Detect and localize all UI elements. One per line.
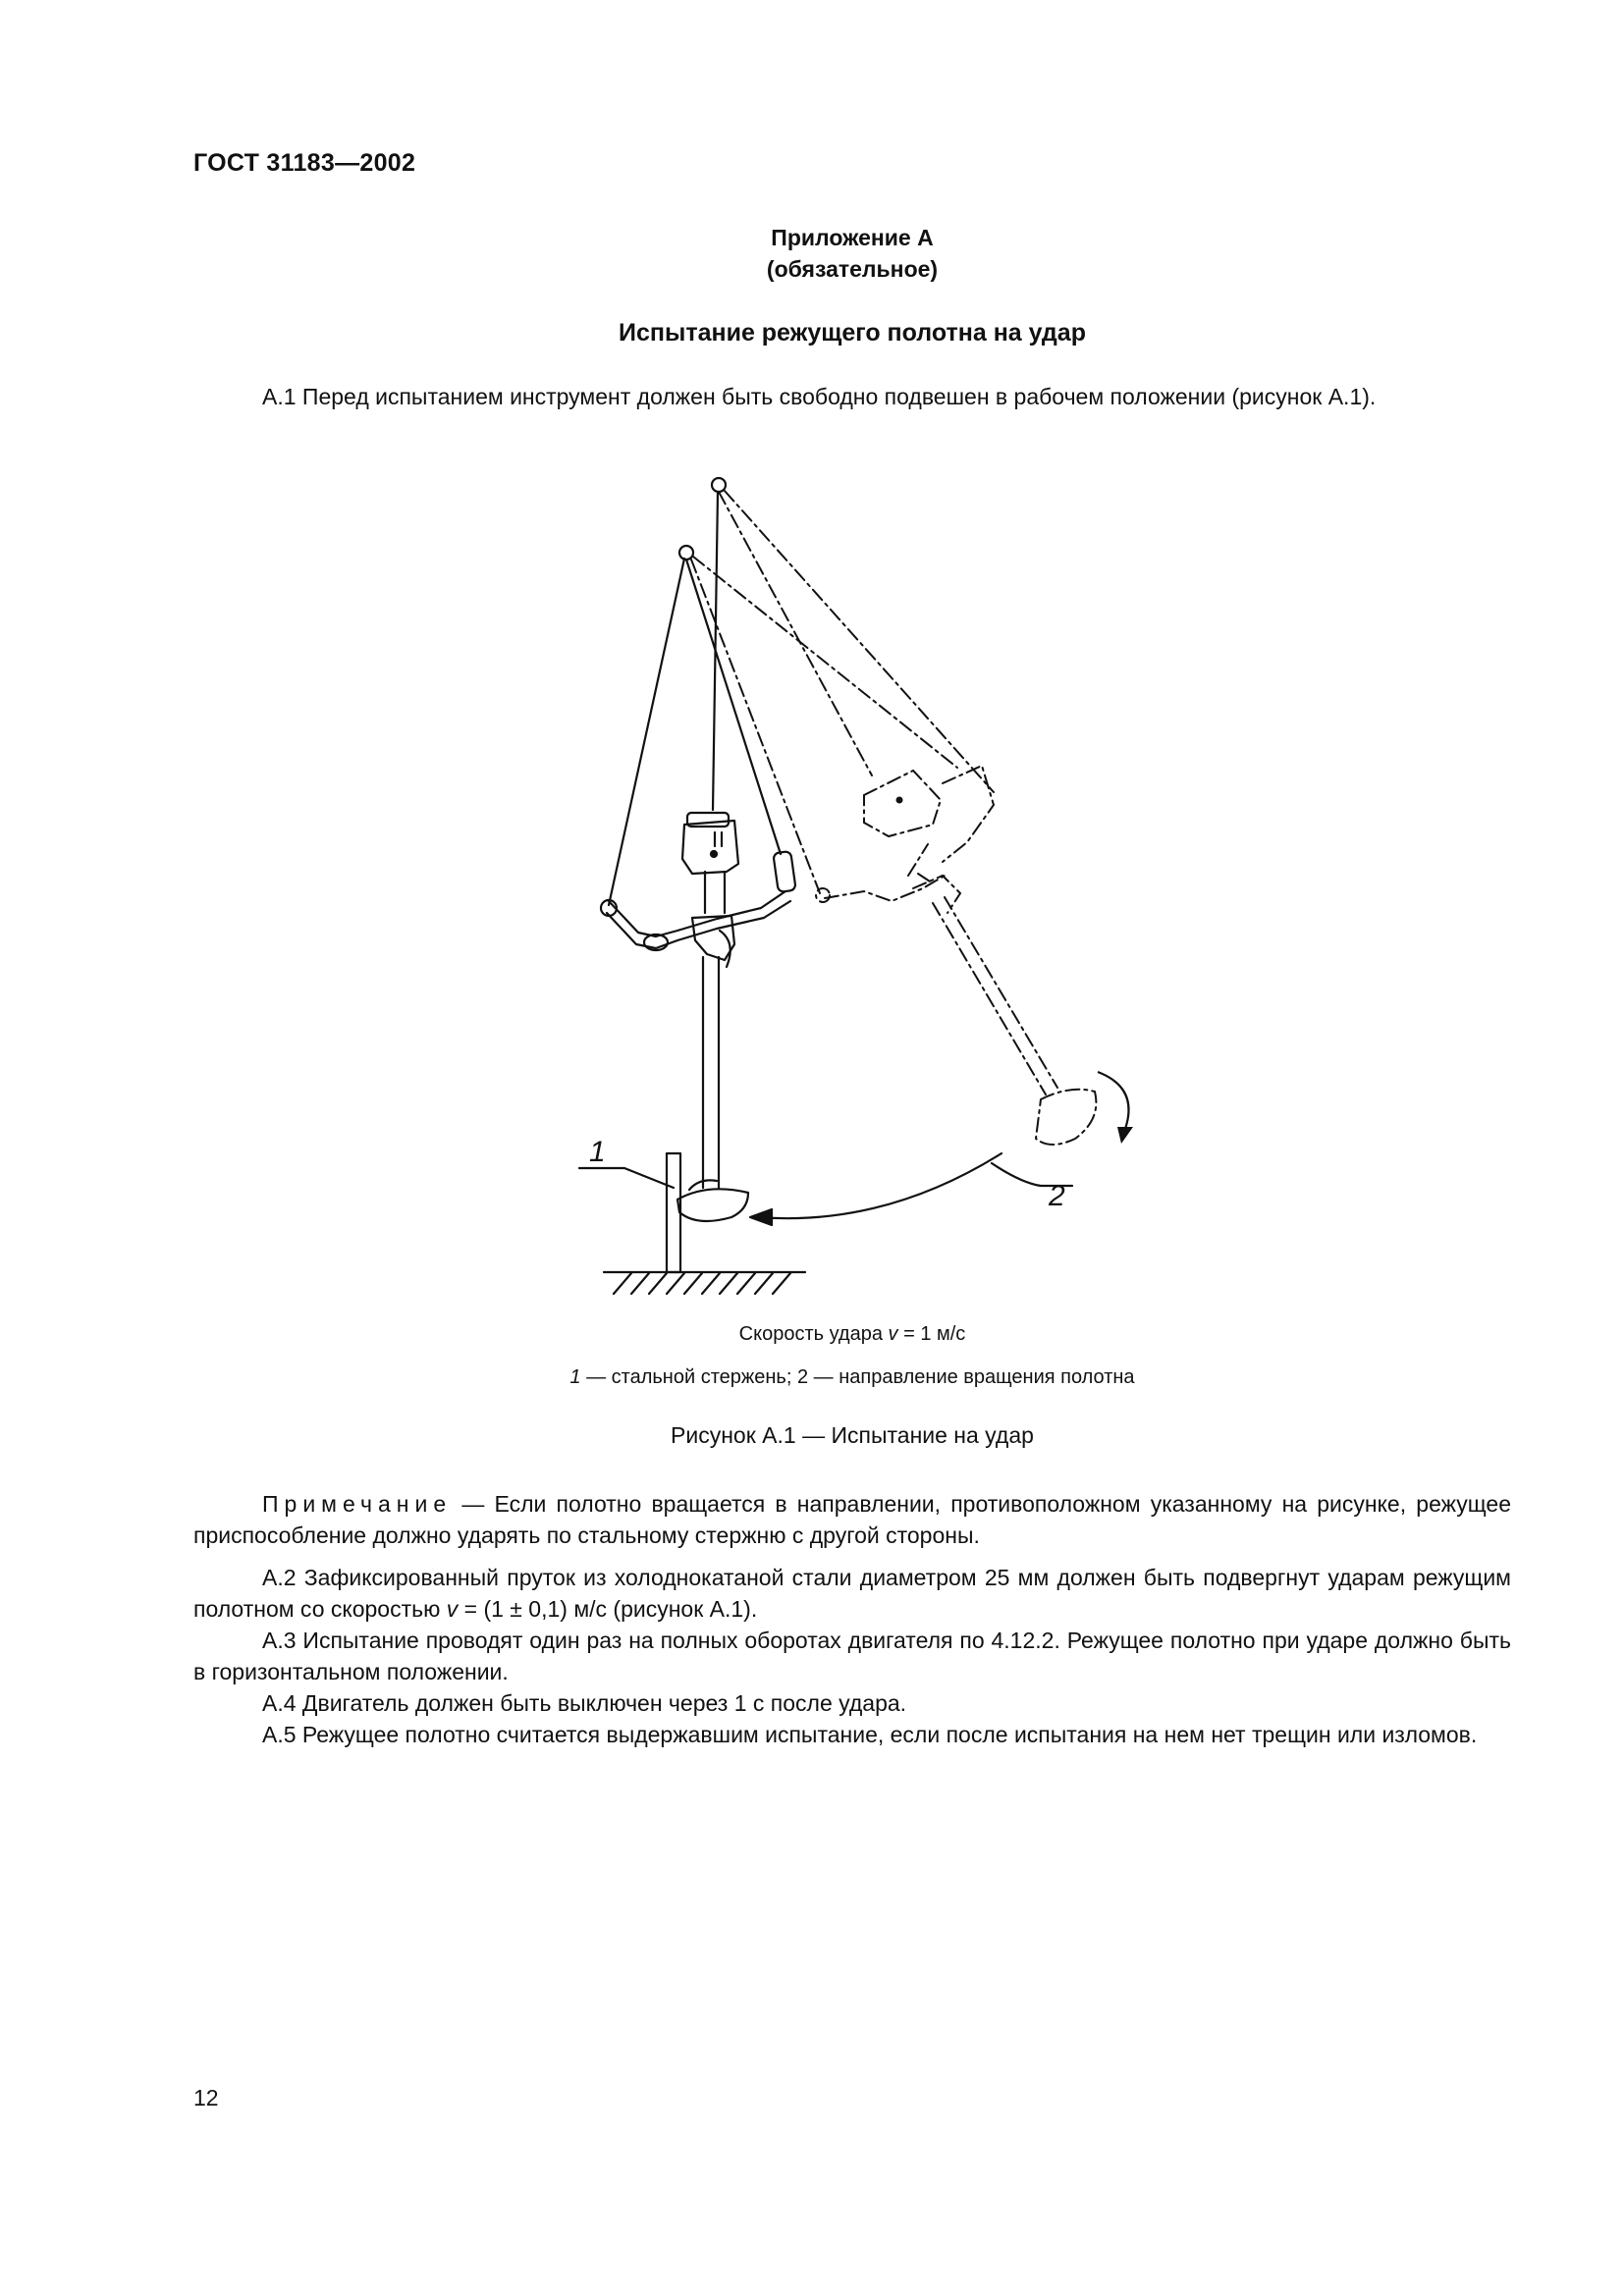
figure-speed-caption: Скорость удара v = 1 м/с bbox=[738, 1323, 966, 1345]
lower-pivot bbox=[679, 546, 693, 560]
body-paragraphs bbox=[193, 1562, 1511, 1750]
paragraph-a5: А.5 Режущее полотно считается выдержавшим испытание, если после испытания на нем нет трещин или изломов. bbox=[262, 1722, 1478, 1747]
note-paragraph: Примечание — Если полотно вращается в направлении, противоположном указанному на рисунке, режущее приспособление должно ударять по стальному стержню с другой стороны. bbox=[193, 1491, 1511, 1548]
section-title: Испытание режущего полотна на удар bbox=[619, 319, 1086, 347]
appendix-status: (обязательное) bbox=[766, 256, 939, 282]
paragraph-a2: А.2 Зафиксированный пруток из холоднокатаной стали диаметром 25 мм должен быть подвергнут ударам режущим полотном со скоростью v = (1 ± 0,1) м/с (рисунок А.1). bbox=[193, 1565, 1511, 1622]
figure-label-2: 2 bbox=[1049, 1180, 1065, 1212]
note-label: Примечание bbox=[262, 1491, 453, 1517]
upper-pivot bbox=[712, 478, 726, 492]
impact-test-figure bbox=[550, 461, 1159, 1306]
figure-legend: 1 — стальной стержень; 2 — направление вращения полотна bbox=[569, 1366, 1135, 1388]
figure-label-1: 1 bbox=[589, 1136, 606, 1168]
paragraph-a1: А.1 Перед испытанием инструмент должен быть свободно подвешен в рабочем положении (рисунок А.1). bbox=[262, 384, 1377, 409]
ground-hatch bbox=[604, 1272, 805, 1294]
paragraph-a4: А.4 Двигатель должен быть выключен через 1 с после удара. bbox=[262, 1690, 907, 1716]
figure-title: Рисунок А.1 — Испытание на удар bbox=[671, 1422, 1034, 1448]
page-number: 12 bbox=[193, 2085, 219, 2110]
document-code: ГОСТ 31183—2002 bbox=[193, 149, 416, 177]
appendix-title: Приложение А bbox=[771, 225, 934, 250]
paragraph-a3: А.3 Испытание проводят один раз на полных оборотах двигателя по 4.12.2. Режущее полотно при ударе должно быть в горизонтальном положении. bbox=[193, 1628, 1511, 1684]
steel-rod bbox=[667, 1153, 680, 1272]
